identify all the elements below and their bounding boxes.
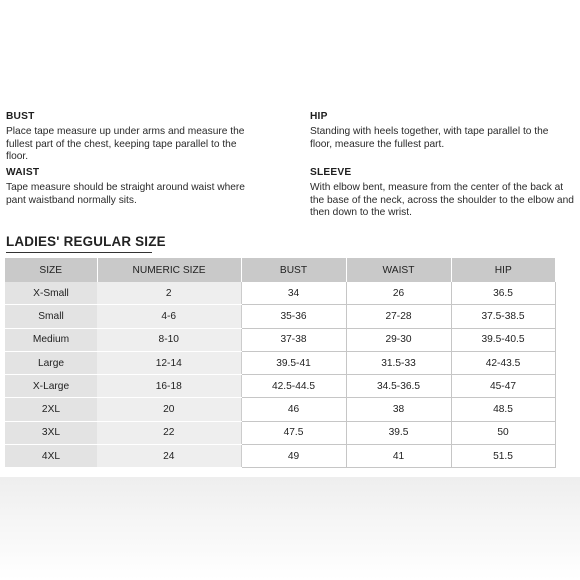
bottom-shadow [0,477,580,580]
table-row [5,421,555,444]
size-cell: Large [5,351,97,374]
bust-cell: 46 [241,398,346,421]
header-waist: WAIST [346,258,451,282]
bust-cell: 47.5 [241,421,346,444]
hip-cell: 42-43.5 [451,351,555,374]
sleeve-instruction [310,167,574,220]
numeric-size-cell: 20 [97,398,241,421]
waist-text: Tape measure should be straight around waist where pant waistband normally sits. [6,181,245,206]
bust-text: Place tape measure up under arms and measure the fullest part of the chest, keeping tape parallel to the floor. [6,125,245,163]
sleeve-text: With elbow bent, measure from the center of the back at the base of the neck, across the shoulder to the elbow and then down to the wrist. [310,181,574,219]
table-row [5,282,555,305]
sleeve-heading: SLEEVE [310,167,352,178]
numeric-size-cell: 2 [97,282,241,305]
waist-instruction [6,167,261,207]
bust-instruction [6,111,261,164]
table-row [5,305,555,328]
numeric-size-cell: 22 [97,421,241,444]
bust-cell: 39.5-41 [241,351,346,374]
size-cell: Small [5,305,97,328]
size-cell: X-Large [5,375,97,398]
hip-cell: 39.5-40.5 [451,328,555,351]
hip-cell: 36.5 [451,282,555,305]
size-cell: 3XL [5,421,97,444]
table-row [5,351,555,374]
hip-cell: 51.5 [451,445,555,468]
bust-cell: 34 [241,282,346,305]
size-cell: Medium [5,328,97,351]
header-bust: BUST [241,258,346,282]
hip-cell: 50 [451,421,555,444]
bust-cell: 35-36 [241,305,346,328]
header-hip: HIP [451,258,555,282]
bust-cell: 49 [241,445,346,468]
table-row [5,328,555,351]
hip-instruction [310,111,572,151]
table-row [5,375,555,398]
waist-cell: 41 [346,445,451,468]
table-header-row [5,258,555,282]
hip-cell: 48.5 [451,398,555,421]
waist-cell: 31.5-33 [346,351,451,374]
bust-cell: 37-38 [241,328,346,351]
waist-cell: 27-28 [346,305,451,328]
bust-cell: 42.5-44.5 [241,375,346,398]
size-table [5,258,556,468]
waist-cell: 39.5 [346,421,451,444]
waist-cell: 26 [346,282,451,305]
numeric-size-cell: 24 [97,445,241,468]
table-row [5,445,555,468]
bust-heading: BUST [6,111,35,122]
numeric-size-cell: 4-6 [97,305,241,328]
size-table-title: LADIES' REGULAR SIZE [6,234,166,249]
hip-cell: 37.5-38.5 [451,305,555,328]
header-size: SIZE [5,258,97,282]
waist-heading: WAIST [6,167,40,178]
hip-heading: HIP [310,111,328,122]
numeric-size-cell: 12-14 [97,351,241,374]
title-underline [6,252,152,253]
waist-cell: 34.5-36.5 [346,375,451,398]
hip-cell: 45-47 [451,375,555,398]
header-numeric-size: NUMERIC SIZE [97,258,241,282]
waist-cell: 38 [346,398,451,421]
hip-text: Standing with heels together, with tape parallel to the floor, measure the fullest part. [310,125,549,150]
size-cell: X-Small [5,282,97,305]
size-cell: 2XL [5,398,97,421]
table-row [5,398,555,421]
numeric-size-cell: 16-18 [97,375,241,398]
waist-cell: 29-30 [346,328,451,351]
size-cell: 4XL [5,445,97,468]
numeric-size-cell: 8-10 [97,328,241,351]
